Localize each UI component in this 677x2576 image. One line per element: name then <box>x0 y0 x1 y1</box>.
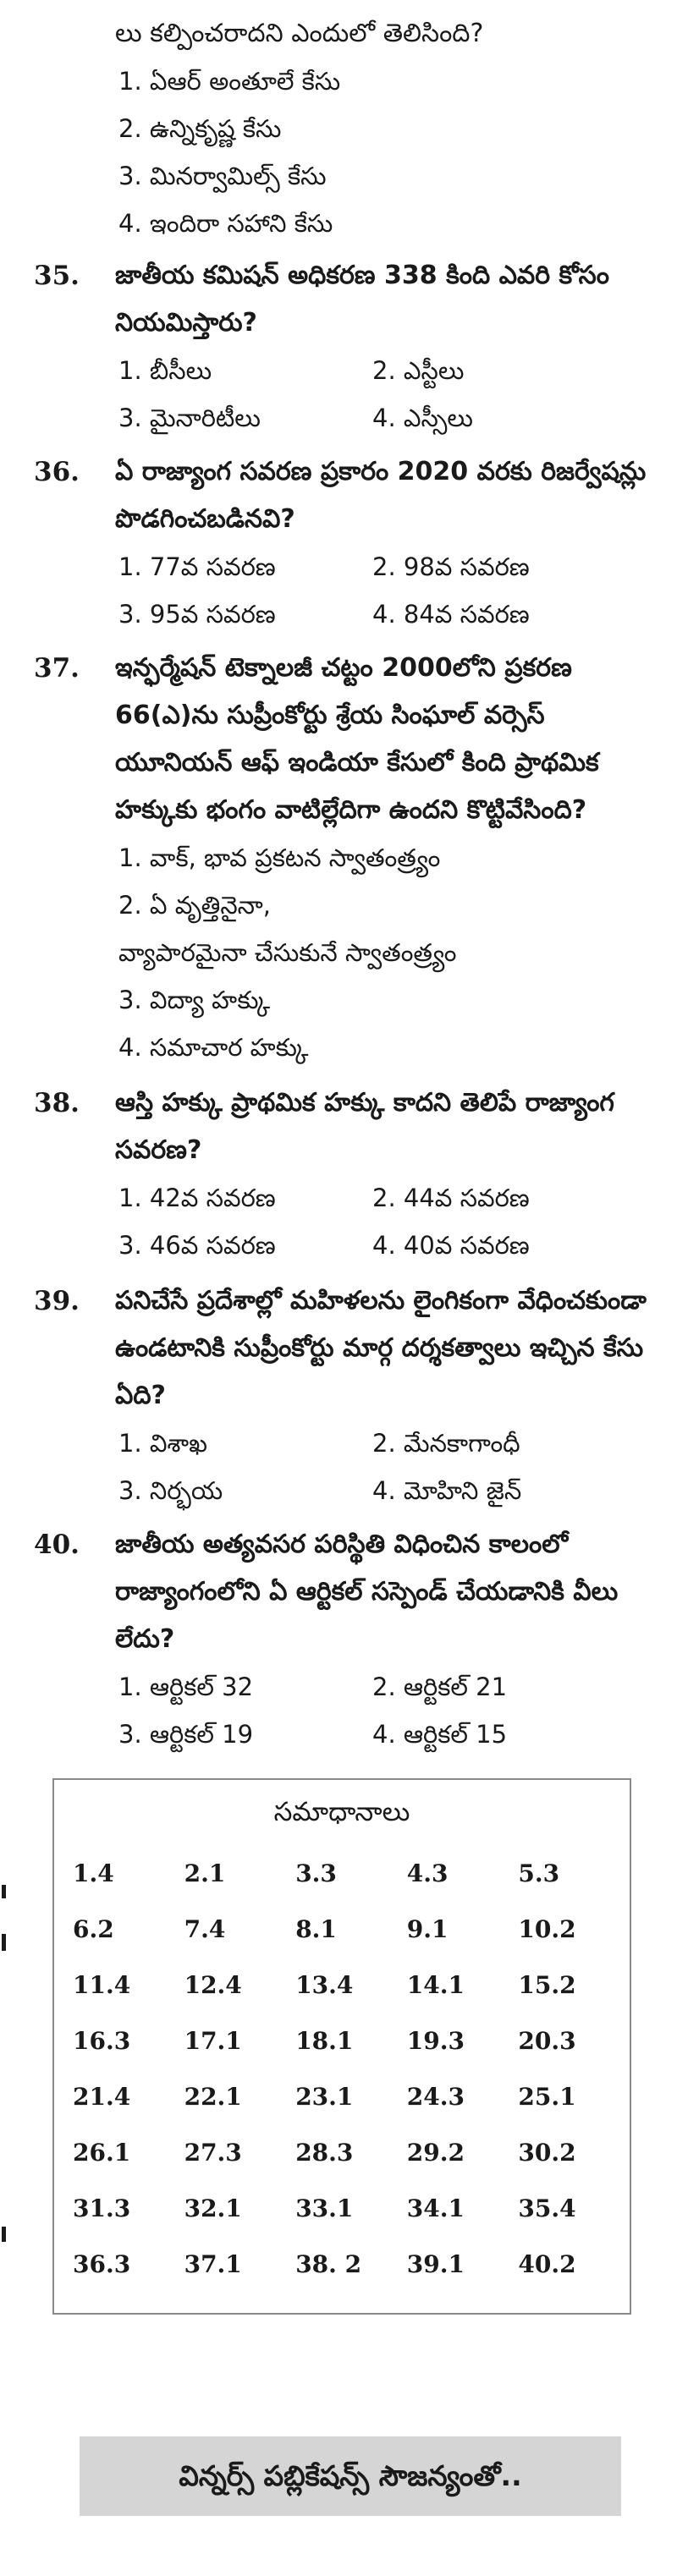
option: 4. సమాచార హక్కు <box>118 1033 309 1062</box>
answer-cell: 16.3 <box>73 2027 131 2055</box>
question-text: జాతీయ కమిషన్ అధికరణ 338 కింది ఎవరి కోసం నియమిస్తారు? <box>115 261 609 338</box>
option: 1. వాక్, భావ ప్రకటన స్వాతంత్ర్యం <box>118 843 441 872</box>
answer-cell: 9.1 <box>406 1915 449 1943</box>
question-number: 40. <box>34 1530 80 1560</box>
question-34-options <box>118 58 647 247</box>
question-text: పనిచేసే ప్రదేశాల్లో మహిళలను లైంగికంగా వేధించకుండా ఉండటానికి సుప్రీంకోర్టు మార్గ దర్శకత్వాలు ఇచ్చిన కేసు ఏది? <box>115 1286 647 1410</box>
answer-cell: 13.4 <box>295 1971 354 1999</box>
option: 2. మేనకాగాంధీ <box>372 1429 520 1458</box>
answer-cell: 17.1 <box>184 2027 242 2055</box>
article-page <box>34 0 647 2315</box>
question-block <box>34 645 647 1071</box>
question-number: 35. <box>34 261 80 291</box>
option: 4. 84వ సవరణ <box>372 600 530 629</box>
scan-edge-mark <box>2 1934 6 1951</box>
answer-cell: 22.1 <box>184 2083 242 2111</box>
question-text: ఆస్తి హక్కు ప్రాథమిక హక్కు కాదని తెలిపే రాజ్యాంగ సవరణ? <box>115 1088 614 1165</box>
answer-cell: 24.3 <box>406 2083 465 2111</box>
option: 4. ఎస్సీలు <box>372 404 473 432</box>
answer-cell: 31.3 <box>73 2194 131 2222</box>
question-options <box>118 834 647 1071</box>
option: 4. ఆర్టికల్ 15 <box>372 1720 508 1749</box>
question-text: ఏ రాజ్యాంగ సవరణ ప్రకారం 2020 వరకు రిజర్వేషన్లు పొడగించబడినవి? <box>115 457 647 534</box>
option: 2. 44వ సవరణ <box>372 1184 530 1212</box>
answer-cell: 25.1 <box>518 2083 576 2111</box>
answer-cell: 18.1 <box>295 2027 354 2055</box>
question-34-continuation: లు కల్పించరాదని ఎందులో తెలిసింది? <box>115 19 484 48</box>
scan-edge-mark <box>2 2227 6 2242</box>
question-options <box>118 1174 647 1269</box>
answer-cell: 26.1 <box>73 2139 131 2167</box>
answer-cell: 29.2 <box>406 2139 465 2167</box>
question <box>34 1277 647 1420</box>
answer-cell: 35.4 <box>518 2194 576 2222</box>
option: 4. 40వ సవరణ <box>372 1231 530 1260</box>
option: 1. 77వ సవరణ <box>118 552 276 581</box>
answer-cell: 10.2 <box>518 1915 576 1943</box>
option: 2. ఏ వృత్తినైనా, <box>118 891 272 920</box>
option: 1. బీసీలు <box>118 356 212 385</box>
answer-key-box <box>52 1778 631 2315</box>
question-block <box>34 252 647 442</box>
answer-key-grid <box>73 1846 630 2293</box>
option: 3. 46వ సవరణ <box>118 1231 276 1260</box>
answer-cell: 14.1 <box>406 1971 465 1999</box>
question <box>34 645 647 834</box>
answer-cell: 27.3 <box>184 2139 242 2167</box>
question-number: 39. <box>34 1286 80 1316</box>
answer-cell: 15.2 <box>518 1971 576 1999</box>
answer-cell: 2.1 <box>184 1859 226 1887</box>
answer-cell: 7.4 <box>184 1915 226 1943</box>
answer-cell: 28.3 <box>295 2139 354 2167</box>
scan-edge-mark <box>2 1885 6 1898</box>
questions-list <box>34 252 647 1758</box>
answer-cell: 37.1 <box>184 2250 242 2278</box>
option: 3. విద్యా హక్కు <box>118 986 271 1014</box>
answer-cell: 5.3 <box>518 1859 560 1887</box>
answer-cell: 12.4 <box>184 1971 242 1999</box>
question-block <box>34 1079 647 1269</box>
answer-cell: 19.3 <box>406 2027 465 2055</box>
question <box>34 448 647 543</box>
option: 2. ఉన్నికృష్ణ కేసు <box>118 114 282 143</box>
option: 1. ఏఆర్ అంతూలే కేసు <box>118 67 341 96</box>
answer-cell: 21.4 <box>73 2083 131 2111</box>
question-number: 36. <box>34 457 80 487</box>
answer-cell: 20.3 <box>518 2027 576 2055</box>
option: 2. 98వ సవరణ <box>372 552 530 581</box>
option: 2. ఆర్టికల్ 21 <box>372 1672 508 1701</box>
question-block <box>34 1277 647 1514</box>
option: వ్యాపారమైనా చేసుకునే స్వాతంత్ర్యం <box>118 938 457 967</box>
option: 1. విశాఖ <box>118 1429 207 1458</box>
question-options <box>118 347 647 442</box>
option: 1. 42వ సవరణ <box>118 1184 276 1212</box>
question-block <box>34 448 647 638</box>
question-number: 37. <box>34 653 80 684</box>
question <box>34 252 647 347</box>
answer-cell: 32.1 <box>184 2194 242 2222</box>
option: 3. మైనారిటీలు <box>118 404 261 432</box>
question-text: జాతీయ అత్యవసర పరిస్థితి విధించిన కాలంలో రాజ్యాంగంలోని ఏ ఆర్టికల్ సస్పెండ్ చేయడానికి వీలు లేదు? <box>115 1530 619 1654</box>
option: 2. ఎస్టీలు <box>372 356 465 385</box>
answer-cell: 38. 2 <box>295 2250 362 2278</box>
question-number: 38. <box>34 1088 80 1118</box>
answer-cell: 4.3 <box>406 1859 449 1887</box>
question-options <box>118 543 647 638</box>
answer-cell: 36.3 <box>73 2250 131 2278</box>
answer-cell: 11.4 <box>73 1971 131 1999</box>
question <box>34 1521 647 1663</box>
question-block <box>34 1521 647 1758</box>
answer-cell: 6.2 <box>73 1915 114 1943</box>
question <box>34 1079 647 1174</box>
option: 3. మినర్వామిల్స్ కేసు <box>118 162 327 190</box>
answer-cell: 39.1 <box>406 2250 465 2278</box>
answer-cell: 1.4 <box>73 1859 114 1887</box>
answer-cell: 34.1 <box>406 2194 465 2222</box>
answer-cell: 23.1 <box>295 2083 354 2111</box>
answer-cell: 33.1 <box>295 2194 354 2222</box>
option: 4. ఇందిరా సహాని కేసు <box>118 209 333 238</box>
option: 1. ఆర్టికల్ 32 <box>118 1672 254 1701</box>
answer-cell: 30.2 <box>518 2139 576 2167</box>
question-text: ఇన్ఫర్మేషన్ టెక్నాలజీ చట్టం 2000లోని ప్రకరణ 66(ఎ)ను సుప్రీంకోర్టు శ్రేయ సింఘాల్ వర్సెస్ యూనియన్ ఆఫ్ ఇండియా కేసులో కింది ప్రాథమిక హక్కుకు భంగం వాటిల్లేదిగా ఉందని కొట్టివేసింది? <box>115 653 599 825</box>
option: 3. నిర్భయ <box>118 1476 223 1505</box>
option: 4. మోహిని జైన్ <box>372 1476 522 1505</box>
question-options <box>118 1663 647 1758</box>
answer-key-title: సమాధానాలు <box>273 1797 410 1827</box>
question-options <box>118 1420 647 1514</box>
answer-cell: 3.3 <box>295 1859 337 1887</box>
option: 3. 95వ సవరణ <box>118 600 276 629</box>
answer-cell: 8.1 <box>295 1915 337 1943</box>
credit-text: విన్నర్స్ పబ్లికేషన్స్ సౌజన్యంతో.. <box>179 2459 522 2492</box>
option: 3. ఆర్టికల్ 19 <box>118 1720 254 1749</box>
credit-banner <box>80 2436 621 2516</box>
answer-cell: 40.2 <box>518 2250 576 2278</box>
